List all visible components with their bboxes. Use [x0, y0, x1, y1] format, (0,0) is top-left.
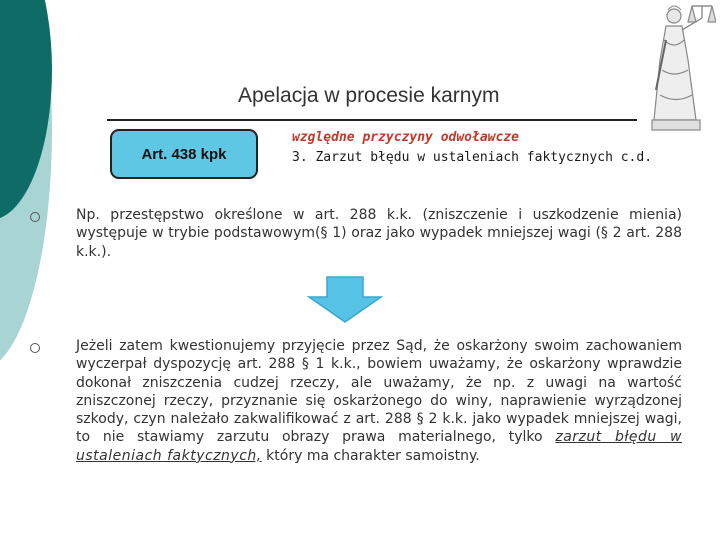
paragraph-2-emphasis: zarzut błędu w ustaleniach faktycznych,	[76, 429, 682, 464]
paragraph-2-text: Jeżeli zatem kwestionujemy przyjęcie przez Sąd, że oskarżony swoim zachowaniem wyczerpał dyspozycję art. 288 § 1 k.k., bowiem uważamy, że oskarżony wprawdzie dokonał zniszczenia cudzej rzeczy, ale uważamy, że np. z uwagi na wartość zniszczonej rzeczy, przyznanie się oskarżonego do winy, naprawienie wyrządzonej szkody, czyn należało zakwalifikować z art. 288 § 2 k.k. jako wypadek mniejszej wagi, to nie stawiamy zarzutu obrazy prawa materialnego, tylko	[76, 338, 682, 446]
reasons-item: 3. Zarzut błędu w ustaleniach faktycznych c.d.	[292, 150, 653, 165]
slide-title: Apelacja w procesie karnym	[238, 84, 500, 107]
paragraph-1: Np. przestępstwo określone w art. 288 k.k. (zniszczenie i uszkodzenie mienia) występuje w trybie podstawowym(§ 1) oraz jako wypadek mniejszej wagi (§ 2 art. 288 k.k.).	[76, 207, 682, 260]
reasons-block	[292, 128, 682, 168]
circle-bullet-icon	[30, 343, 40, 353]
reasons-heading: względne przyczyny odwoławcze	[292, 130, 519, 145]
title-divider	[107, 119, 637, 121]
down-arrow-icon	[305, 275, 385, 325]
article-box: Art. 438 kpk	[110, 129, 258, 179]
circle-bullet-icon	[30, 212, 40, 222]
justitia-statue-icon	[636, 0, 716, 135]
paragraph-2	[76, 337, 682, 465]
paragraph-2-end: który ma charakter samoistny.	[261, 447, 480, 464]
